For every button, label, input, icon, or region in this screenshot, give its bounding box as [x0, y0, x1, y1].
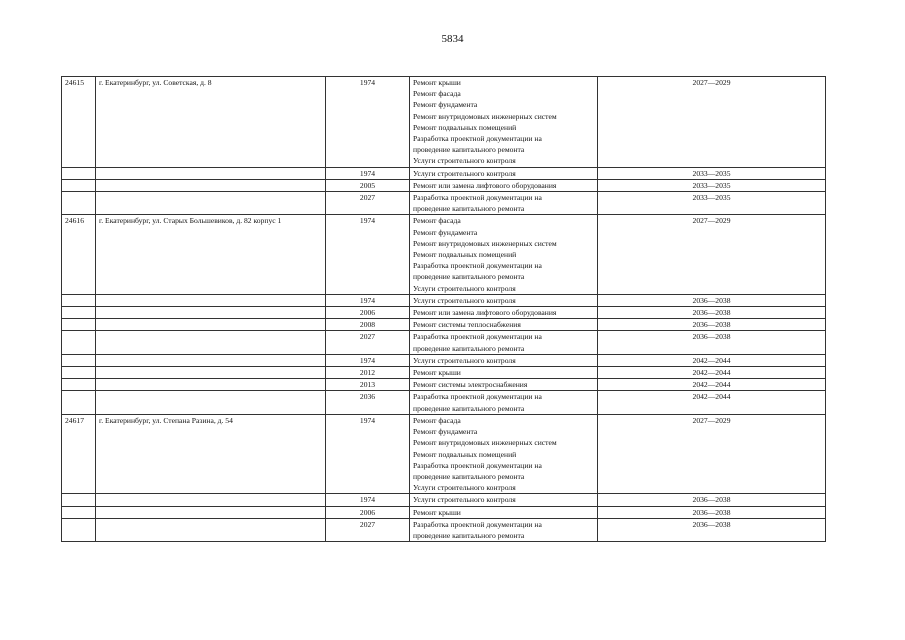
house-id-cell	[62, 294, 96, 306]
work-type-line: Ремонт крыши	[413, 368, 461, 378]
work-type-cell	[410, 215, 598, 294]
work-type-line: Ремонт фундамента	[413, 100, 478, 110]
address-cell	[96, 319, 326, 331]
house-id-cell	[62, 354, 96, 366]
work-type-line: Услуги строительного контроля	[413, 283, 516, 293]
work-type-line: Услуги строительного контроля	[413, 355, 516, 365]
house-id-cell	[62, 367, 96, 379]
year-cell: 2027	[326, 331, 410, 354]
work-type-cell	[410, 494, 598, 506]
address-cell	[96, 331, 326, 354]
work-type-line: Ремонт фундамента	[413, 227, 478, 237]
work-type-line: Ремонт крыши	[413, 78, 461, 87]
year-cell: 1974	[326, 354, 410, 366]
table-row	[62, 294, 826, 306]
period-cell: 2027—2029	[598, 215, 826, 294]
period-cell: 2042—2044	[598, 354, 826, 366]
table-row	[62, 494, 826, 506]
table-row	[62, 414, 826, 493]
address-cell	[96, 179, 326, 191]
work-type-line: Разработка проектной документации на	[413, 519, 542, 529]
year-cell: 2005	[326, 179, 410, 191]
house-id-cell	[62, 179, 96, 191]
period-cell: 2036—2038	[598, 294, 826, 306]
repair-schedule-table	[61, 76, 826, 542]
work-type-cell	[410, 379, 598, 391]
period-cell: 2036—2038	[598, 518, 826, 541]
table-row	[62, 506, 826, 518]
work-type-line: Услуги строительного контроля	[413, 483, 516, 493]
work-type-cell	[410, 506, 598, 518]
work-type-cell	[410, 391, 598, 414]
house-id-cell	[62, 391, 96, 414]
work-type-line: Разработка проектной документации на	[413, 460, 542, 470]
period-cell: 2033—2035	[598, 167, 826, 179]
work-type-line: проведение капитального ремонта	[413, 403, 525, 413]
year-cell: 2013	[326, 379, 410, 391]
year-cell: 2027	[326, 192, 410, 215]
work-type-line: Услуги строительного контроля	[413, 495, 516, 505]
work-type-line: Ремонт подвальных помещений	[413, 250, 517, 260]
year-cell: 2012	[326, 367, 410, 379]
year-cell: 2036	[326, 391, 410, 414]
work-type-cell	[410, 307, 598, 319]
work-type-line: проведение капитального ремонта	[413, 530, 525, 540]
year-cell: 1974	[326, 294, 410, 306]
work-type-line: Ремонт фасада	[413, 415, 461, 425]
work-type-cell	[410, 414, 598, 493]
year-cell: 1974	[326, 77, 410, 168]
table-row	[62, 215, 826, 294]
house-id-cell: 24616	[62, 215, 96, 294]
address-cell	[96, 192, 326, 215]
period-cell: 2036—2038	[598, 494, 826, 506]
work-type-line: Ремонт фасада	[413, 216, 461, 226]
period-cell: 2033—2035	[598, 192, 826, 215]
work-type-cell	[410, 167, 598, 179]
period-cell: 2042—2044	[598, 391, 826, 414]
work-type-line: Ремонт системы теплоснабжения	[413, 320, 521, 330]
period-cell: 2036—2038	[598, 319, 826, 331]
work-type-cell	[410, 354, 598, 366]
address-cell	[96, 379, 326, 391]
table-row	[62, 167, 826, 179]
work-type-cell	[410, 192, 598, 215]
table-row	[62, 518, 826, 541]
work-type-line: Ремонт внутридомовых инженерных систем	[413, 111, 557, 121]
address-cell	[96, 506, 326, 518]
address-cell: г. Екатеринбург, ул. Советская, д. 8	[96, 77, 326, 168]
work-type-line: Ремонт внутридомовых инженерных систем	[413, 238, 557, 248]
work-type-line: проведение капитального ремонта	[413, 471, 525, 481]
work-type-line: Разработка проектной документации на	[413, 134, 542, 144]
work-type-cell	[410, 518, 598, 541]
work-type-cell	[410, 294, 598, 306]
work-type-line: Ремонт подвальных помещений	[413, 122, 517, 132]
work-type-line: Ремонт или замена лифтового оборудования	[413, 180, 557, 190]
address-cell	[96, 494, 326, 506]
work-type-cell	[410, 331, 598, 354]
work-type-line: Услуги строительного контроля	[413, 168, 516, 178]
period-cell: 2027—2029	[598, 414, 826, 493]
year-cell: 1974	[326, 215, 410, 294]
address-cell	[96, 307, 326, 319]
work-type-line: Разработка проектной документации на	[413, 261, 542, 271]
table-row	[62, 192, 826, 215]
work-type-line: проведение капитального ремонта	[413, 204, 525, 214]
address-cell	[96, 367, 326, 379]
house-id-cell	[62, 167, 96, 179]
year-cell: 1974	[326, 494, 410, 506]
table-row	[62, 367, 826, 379]
work-type-line: Разработка проектной документации на	[413, 332, 542, 342]
page-number: 5834	[441, 33, 464, 45]
work-type-line: Ремонт фасада	[413, 89, 461, 99]
work-type-line: Ремонт подвальных помещений	[413, 449, 517, 459]
work-type-cell	[410, 367, 598, 379]
address-cell	[96, 167, 326, 179]
work-type-cell	[410, 179, 598, 191]
house-id-cell	[62, 331, 96, 354]
work-type-cell	[410, 319, 598, 331]
year-cell: 2006	[326, 506, 410, 518]
work-type-line: Разработка проектной документации на	[413, 193, 542, 203]
address-cell	[96, 354, 326, 366]
house-id-cell: 24615	[62, 77, 96, 168]
house-id-cell: 24617	[62, 414, 96, 493]
work-type-line: Ремонт внутридомовых инженерных систем	[413, 438, 557, 448]
table-row	[62, 331, 826, 354]
work-type-line: Разработка проектной документации на	[413, 392, 542, 402]
house-id-cell	[62, 494, 96, 506]
table-row	[62, 77, 826, 168]
work-type-line: Ремонт фундамента	[413, 427, 478, 437]
house-id-cell	[62, 506, 96, 518]
work-type-line: Ремонт системы электроснабжения	[413, 380, 528, 390]
work-type-line: Услуги строительного контроля	[413, 156, 516, 166]
work-type-line: проведение капитального ремонта	[413, 343, 525, 353]
period-cell: 2042—2044	[598, 379, 826, 391]
table-row	[62, 391, 826, 414]
table-row	[62, 307, 826, 319]
work-type-line: Услуги строительного контроля	[413, 295, 516, 305]
year-cell: 1974	[326, 167, 410, 179]
address-cell: г. Екатеринбург, ул. Степана Разина, д. 54	[96, 414, 326, 493]
period-cell: 2036—2038	[598, 506, 826, 518]
house-id-cell	[62, 379, 96, 391]
work-type-line: проведение капитального ремонта	[413, 145, 525, 155]
period-cell: 2027—2029	[598, 77, 826, 168]
work-type-line: проведение капитального ремонта	[413, 272, 525, 282]
table-row	[62, 319, 826, 331]
address-cell	[96, 391, 326, 414]
table-row	[62, 179, 826, 191]
table-row	[62, 379, 826, 391]
year-cell: 2006	[326, 307, 410, 319]
period-cell: 2036—2038	[598, 307, 826, 319]
house-id-cell	[62, 192, 96, 215]
house-id-cell	[62, 518, 96, 541]
year-cell: 1974	[326, 414, 410, 493]
table-row	[62, 354, 826, 366]
house-id-cell	[62, 319, 96, 331]
period-cell: 2042—2044	[598, 367, 826, 379]
address-cell: г. Екатеринбург, ул. Старых Большевиков, д. 82 корпус 1	[96, 215, 326, 294]
work-type-cell	[410, 77, 598, 168]
house-id-cell	[62, 307, 96, 319]
year-cell: 2027	[326, 518, 410, 541]
period-cell: 2036—2038	[598, 331, 826, 354]
period-cell: 2033—2035	[598, 179, 826, 191]
address-cell	[96, 518, 326, 541]
year-cell: 2008	[326, 319, 410, 331]
work-type-line: Ремонт или замена лифтового оборудования	[413, 308, 557, 318]
address-cell	[96, 294, 326, 306]
work-type-line: Ремонт крыши	[413, 507, 461, 517]
